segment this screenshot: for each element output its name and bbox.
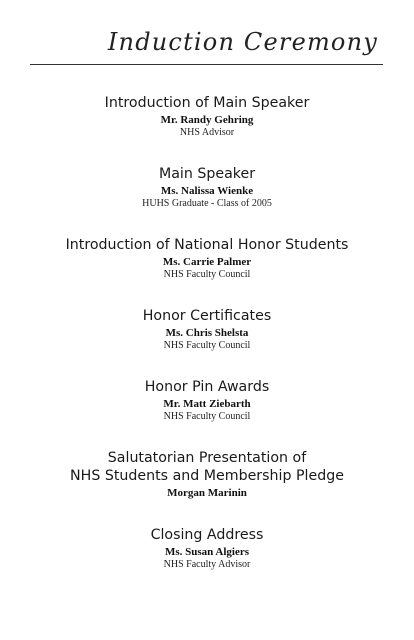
item-title: Closing Address bbox=[150, 527, 264, 543]
item-person-role: NHS Faculty Council bbox=[163, 411, 251, 422]
item-person-role: HUHS Graduate - Class of 2005 bbox=[142, 198, 272, 209]
header-rule bbox=[30, 64, 383, 65]
program-item-closing-address bbox=[0, 526, 414, 571]
item-person-role: NHS Advisor bbox=[179, 127, 235, 138]
program-item-honor-pin-awards bbox=[0, 378, 414, 423]
item-person-role: NHS Faculty Advisor bbox=[163, 559, 251, 570]
item-title: Introduction of Main Speaker bbox=[104, 95, 310, 111]
program-item-honor-certificates bbox=[0, 307, 414, 352]
item-person-name: Ms. Chris Shelsta bbox=[165, 327, 249, 339]
program-item-intro-main-speaker bbox=[0, 94, 414, 139]
program-item-salutatorian-presentation bbox=[0, 449, 414, 500]
item-person-name: Mr. Randy Gehring bbox=[160, 114, 254, 126]
program-item-main-speaker bbox=[0, 165, 414, 210]
item-person-name: Ms. Susan Algiers bbox=[164, 546, 250, 558]
program-list bbox=[0, 94, 414, 571]
item-person-name: Morgan Marinin bbox=[167, 487, 247, 499]
item-title-line-2: NHS Students and Membership Pledge bbox=[70, 468, 344, 484]
page-title: Induction Ceremony bbox=[107, 28, 378, 56]
item-person-name: Mr. Matt Ziebarth bbox=[163, 398, 251, 410]
item-title: Main Speaker bbox=[158, 166, 256, 182]
program-item-intro-honor-students bbox=[0, 236, 414, 281]
item-title: Honor Pin Awards bbox=[144, 379, 270, 395]
item-person-role: NHS Faculty Council bbox=[163, 340, 251, 351]
item-title: Introduction of National Honor Students bbox=[65, 237, 349, 253]
item-person-name: Ms. Nalissa Wienke bbox=[160, 185, 254, 197]
item-title-line-1: Salutatorian Presentation of bbox=[107, 450, 307, 466]
item-title: Honor Certificates bbox=[142, 308, 272, 324]
item-person-role: NHS Faculty Council bbox=[163, 269, 251, 280]
item-person-name: Ms. Carrie Palmer bbox=[162, 256, 252, 268]
